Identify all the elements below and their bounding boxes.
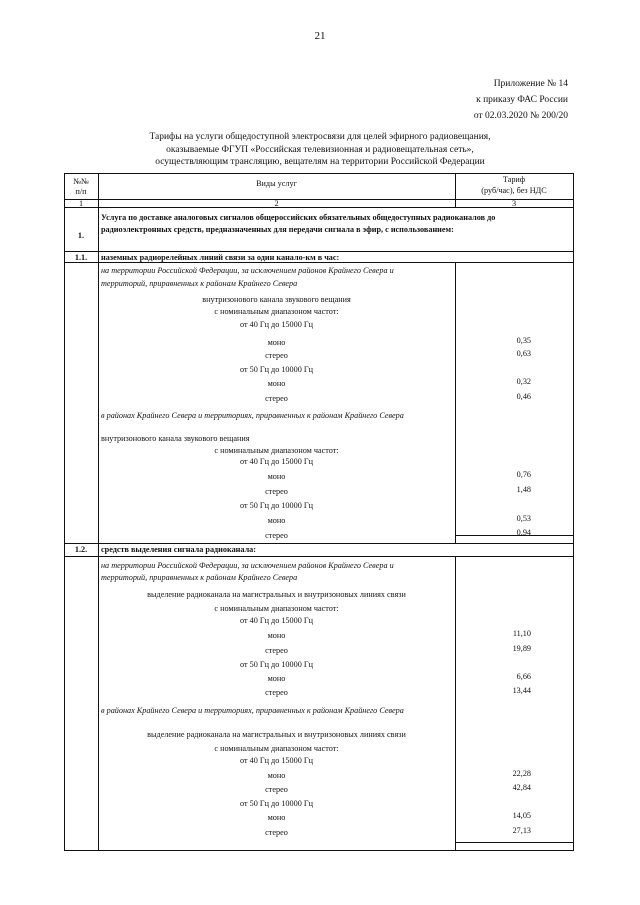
column-number: 2 [274,199,279,208]
tariff-value: 11,10 [512,629,531,638]
subsection-number: 1.2. [74,545,88,554]
tariff-value: 14,05 [512,811,531,820]
region-label: в районах Крайнего Севера и территориях, приравненных к районам Крайнего Севера [101,411,404,420]
stereo-label: стерео [265,394,288,403]
tariff-value: 0,63 [516,349,531,358]
mono-label: моно [267,516,286,525]
table-rule [455,556,456,850]
range-label: от 40 Гц до 15000 Гц [240,756,313,765]
table-rule [455,262,456,543]
channel-label: внутризонового канала звукового вещания [202,295,351,304]
appendix-line: Приложение № 14 [493,79,568,89]
nominal-label: с номинальным диапазоном частот: [214,604,339,613]
tariff-value: 19,89 [512,644,531,653]
tariff-value: 0,35 [516,336,531,345]
subsection-number: 1.1. [74,253,88,262]
stereo-label: стерео [265,351,288,360]
region-label: в районах Крайнего Севера и территориях, приравненных к районам Крайнего Севера [101,706,404,715]
stereo-label: стерео [265,828,288,837]
header-num: п/п [75,187,87,196]
stereo-label: стерео [265,531,288,540]
title-line: оказываемые ФГУП «Российская телевизионная и радиовещательная сеть», [166,144,474,155]
table-rule [64,251,574,252]
tariff-value: 0,94 [516,528,531,537]
appendix-line: к приказу ФАС России [476,95,568,105]
column-number: 1 [78,199,84,208]
stereo-label: стерео [265,785,288,794]
subsection-text: наземных радиорелейных линий связи за один канало-км в час: [101,253,340,262]
nominal-label: с номинальным диапазоном частот: [214,307,339,316]
document-title [120,131,520,169]
table-rule [573,173,574,851]
region-label: на территории Российской Федерации, за исключением районов Крайнего Севера и [101,561,394,570]
mono-label: моно [267,631,286,640]
region-label: территорий, приравненных к районам Крайнего Севера [101,279,298,288]
mono-label: моно [267,771,286,780]
range-label: от 50 Гц до 10000 Гц [240,501,313,510]
range-label: от 40 Гц до 15000 Гц [240,320,313,329]
appendix-line: от 02.03.2020 № 200/20 [473,111,568,121]
tariff-value: 6,66 [516,672,531,681]
nominal-label: с номинальным диапазоном частот: [214,744,339,753]
tariff-value: 22,28 [512,769,531,778]
range-label: от 40 Гц до 15000 Гц [240,457,313,466]
mono-label: моно [267,338,286,347]
page-number: 21 [314,30,326,42]
tariff-value: 0,46 [516,392,531,401]
region-label: территорий, приравненных к районам Крайнего Севера [101,573,298,582]
header-tariff: (руб/час), без НДС [481,186,547,195]
range-label: от 50 Гц до 10000 Гц [240,660,313,669]
mono-label: моно [267,379,286,388]
section-text: радиоэлектронных средств, предназначенных для передачи сигнала в эфир, с использованием: [101,225,454,234]
header-service: Виды услуг [256,179,297,188]
header-tariff: Тариф [502,175,526,184]
tariff-value: 1,48 [516,485,531,494]
section-number: 1. [77,231,85,240]
title-line: осуществляющим трансляцию, вещателям на территории Российской Федерации [155,157,485,167]
table-rule [64,850,574,851]
tariff-value: 0,32 [516,377,531,386]
tariff-value: 27,13 [512,826,531,835]
range-label: от 50 Гц до 10000 Гц [240,365,313,374]
tariff-value: 42,84 [512,783,531,792]
table-rule [64,173,65,851]
nominal-label: с номинальным диапазоном частот: [214,446,339,455]
column-number: 3 [511,199,517,208]
range-label: от 40 Гц до 15000 Гц [240,616,313,625]
channel-label: выделение радиоканала на магистральных и внутризоновых линиях связи [147,730,406,739]
appendix-block [474,76,568,124]
mono-label: моно [267,472,286,481]
tariff-value: 0,76 [516,470,531,479]
tariff-value: 0,53 [516,514,531,523]
section-text: Услуга по доставке аналоговых сигналов общероссийских обязательных общедоступных радиоканалов до [101,213,496,222]
mono-label: моно [267,813,286,822]
table-rule [64,173,574,174]
table-rule [64,543,574,544]
channel-label: внутризонового канала звукового вещания [101,434,250,443]
value-rule [455,842,574,843]
channel-label: выделение радиоканала на магистральных и внутризоновых линиях связи [147,590,406,599]
region-label: на территории Российской Федерации, за исключением районов Крайнего Севера и [101,266,394,275]
header-num: №№ [73,177,89,186]
tariff-value: 13,44 [512,686,531,695]
subsection-text: средств выделения сигнала радиоканала: [101,545,256,554]
stereo-label: стерео [265,646,288,655]
title-line: Тарифы на услуги общедоступной электросвязи для целей эфирного радиовещания, [149,132,491,142]
stereo-label: стерео [265,688,288,697]
stereo-label: стерео [265,487,288,496]
range-label: от 50 Гц до 10000 Гц [240,799,313,808]
mono-label: моно [267,674,286,683]
tariff-table [64,173,574,851]
table-rule [64,556,574,557]
